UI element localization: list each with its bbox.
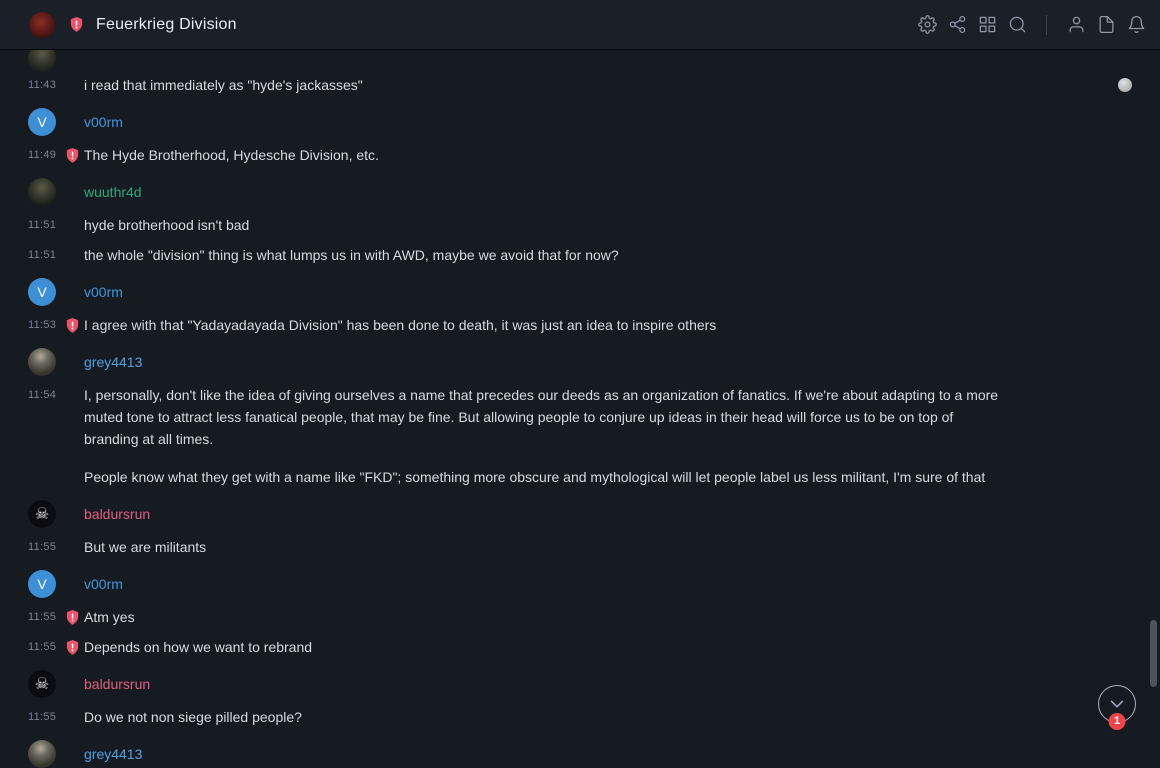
user-avatar[interactable]: ☠ [28, 500, 56, 528]
header-toolbar [917, 15, 1146, 35]
message[interactable] [28, 244, 1160, 266]
search-icon[interactable] [1007, 15, 1027, 35]
message-group-header [84, 278, 1160, 306]
message-list[interactable] [0, 50, 1160, 768]
settings-icon[interactable] [917, 15, 937, 35]
room-shield-warning-icon [69, 16, 84, 33]
message[interactable] [28, 144, 1160, 166]
username[interactable]: grey4413 [84, 354, 143, 370]
encryption-warning-shield-icon [65, 639, 80, 656]
message-group [0, 740, 1160, 768]
message-paragraph: I, personally, don't like the idea of giving ourselves a name that precedes our deeds as an organization of fanatics. If we're about adapting to a more muted tone to attract less fanatical people, that may be fine. But allowing people to conjure up ideas in their head will force us to be on top of branding at all times. [84, 387, 999, 447]
encryption-warning-shield-icon [65, 609, 80, 626]
message-group-header [84, 740, 1160, 768]
user-avatar[interactable] [28, 740, 56, 768]
message-group [0, 108, 1160, 166]
user-avatar[interactable] [28, 178, 56, 206]
message-group [0, 348, 1160, 488]
message[interactable] [28, 606, 1160, 628]
share-icon[interactable] [947, 15, 967, 35]
user-avatar[interactable] [28, 348, 56, 376]
timestamp: 11:43 [28, 79, 57, 91]
username[interactable]: baldursrun [84, 506, 151, 522]
message-group [0, 178, 1160, 266]
message-group [0, 74, 1160, 96]
message-group [0, 670, 1160, 728]
user-avatar[interactable]: V [28, 108, 56, 136]
timestamp: 11:55 [28, 611, 57, 623]
encryption-warning-shield-icon [65, 317, 80, 334]
read-receipt-avatar[interactable] [1118, 78, 1132, 92]
message-shield-wrap [65, 639, 80, 656]
message-text [84, 384, 999, 488]
timestamp: 11:51 [28, 249, 57, 261]
message-text: But we are militants [84, 539, 207, 555]
timestamp: 11:53 [28, 319, 57, 331]
room-title: Feuerkrieg Division [96, 15, 237, 33]
message-group [0, 278, 1160, 336]
message-text: Depends on how we want to rebrand [84, 639, 313, 655]
timestamp: 11:55 [28, 541, 57, 553]
message-shield-wrap [65, 609, 80, 626]
toolbar-divider [1046, 15, 1047, 35]
members-icon[interactable] [1066, 15, 1086, 35]
chevron-down-icon [1106, 693, 1128, 715]
timestamp: 11:55 [28, 711, 57, 723]
message-group-header [84, 178, 1160, 206]
message-text: i read that immediately as "hyde's jackasses" [84, 77, 363, 93]
username[interactable]: grey4413 [84, 746, 143, 762]
message-group-header [84, 348, 1160, 376]
widgets-grid-icon[interactable] [977, 15, 997, 35]
message-group-header [84, 570, 1160, 598]
username[interactable]: v00rm [84, 284, 123, 300]
encryption-warning-shield-icon [65, 147, 80, 164]
notifications-bell-icon[interactable] [1126, 15, 1146, 35]
timestamp: 11:49 [28, 149, 57, 161]
message-group [0, 500, 1160, 558]
message-group-header [84, 670, 1160, 698]
encryption-warning-shield-icon [69, 16, 84, 33]
timestamp: 11:51 [28, 219, 57, 231]
message[interactable] [28, 636, 1160, 658]
message-text: Atm yes [84, 609, 135, 625]
message-text: Do we not non siege pilled people? [84, 709, 302, 725]
message[interactable] [28, 706, 1160, 728]
message-group [0, 570, 1160, 658]
room-header [0, 0, 1160, 50]
username[interactable]: v00rm [84, 576, 123, 592]
message[interactable] [28, 384, 1160, 488]
message-text: The Hyde Brotherhood, Hydesche Division, etc. [84, 147, 379, 163]
jump-to-bottom-button[interactable] [1098, 685, 1136, 727]
scrollbar-thumb[interactable] [1150, 620, 1157, 687]
user-avatar[interactable]: V [28, 278, 56, 306]
username[interactable]: v00rm [84, 114, 123, 130]
message-shield-wrap [65, 147, 80, 164]
user-avatar[interactable]: ☠ [28, 670, 56, 698]
user-avatar[interactable]: V [28, 570, 56, 598]
room-avatar[interactable] [29, 12, 55, 38]
timestamp: 11:54 [28, 389, 57, 401]
message[interactable] [28, 214, 1160, 236]
message[interactable] [28, 536, 1160, 558]
timestamp: 11:55 [28, 641, 57, 653]
files-icon[interactable] [1096, 15, 1116, 35]
message-paragraph: People know what they get with a name like "FKD"; something more obscure and mythological will let people label us less militant, I'm sure of that [84, 469, 986, 485]
message[interactable] [28, 314, 1160, 336]
message-shield-wrap [65, 317, 80, 334]
username[interactable]: wuuthr4d [84, 184, 142, 200]
username[interactable]: baldursrun [84, 676, 151, 692]
message[interactable] [28, 74, 1160, 96]
message-group-header [84, 500, 1160, 528]
unread-badge: 1 [1109, 713, 1126, 730]
message-text: the whole "division" thing is what lumps us in with AWD, maybe we avoid that for now? [84, 247, 619, 263]
message-group-header [84, 108, 1160, 136]
message-text: I agree with that "Yadayadayada Division" has been done to death, it was just an idea to inspire others [84, 317, 717, 333]
message-text: hyde brotherhood isn't bad [84, 217, 250, 233]
